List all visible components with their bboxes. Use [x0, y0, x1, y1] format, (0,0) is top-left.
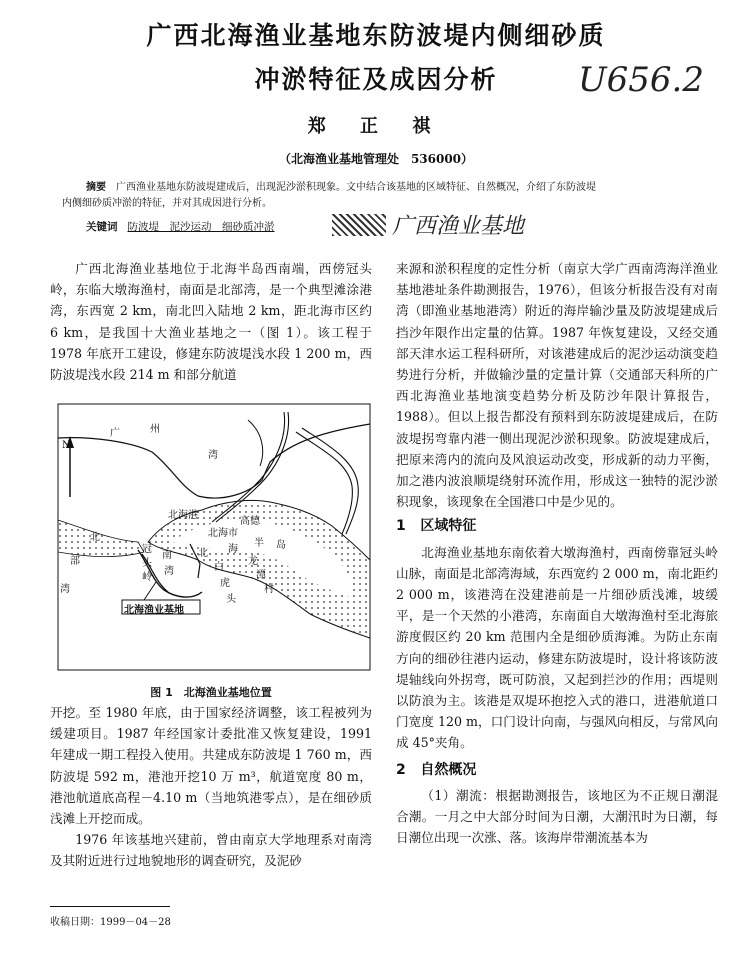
map-label-nan: 南: [162, 550, 172, 561]
abstract-text-1: 广西渔业基地东防波堤建成后，出现泥沙淤积现象。文中结合该基地的区域特征、自然概况，介绍了东防波堤: [116, 182, 596, 193]
map-label-wan: 湾: [208, 450, 218, 461]
map-label-guan: 冠: [142, 544, 152, 555]
author-affiliation: （北海渔业基地管理处 536000）: [278, 152, 474, 166]
map-label-beihaigang: 北海港: [168, 510, 198, 521]
map-label-guang: 广: [110, 428, 120, 439]
map-label-bei: 北: [90, 532, 100, 543]
map-label-beihai-bei: 北: [198, 548, 208, 559]
paragraph-tide: （1）潮流：根据勘测报告，该地区为不正规日潮混合潮。一月之中大部分时间为日潮，大潮汛时为日潮，每日潮位出现一次涨、落。该海岸带潮流基本为: [396, 787, 718, 846]
paper-title-line-2: 冲淤特征及成因分析: [254, 65, 498, 94]
map-label-north: N: [62, 440, 71, 451]
left-column-paragraph-1: [50, 258, 372, 385]
footnote-rule: [50, 906, 170, 907]
section-2-number: 2: [396, 761, 406, 778]
map-label-tou: 头: [142, 558, 152, 569]
map-label-wan2: 湾: [60, 584, 70, 595]
paragraph-1976: 1976 年该基地兴建前，曾由南京大学地理系对南湾及其附近进行过地貌地形的调查研究，及泥砂: [50, 832, 372, 869]
section-2-heading: [396, 760, 718, 781]
section-1-heading: [396, 516, 718, 537]
map-label-bu: 部: [70, 556, 80, 567]
received-date: 收稿日期：1999－04－28: [50, 917, 171, 928]
map-label-tan: 潭: [256, 570, 266, 581]
abstract: [86, 180, 686, 196]
left-column-lower: [50, 702, 372, 872]
map-label-bai: 白: [214, 562, 224, 573]
handwritten-keyword: 广西渔业基地: [392, 214, 525, 239]
figure-caption: 图 1 北海渔业基地位置: [150, 686, 272, 699]
paragraph-regional: 北海渔业基地东南依着大墩海渔村，西南傍靠冠头岭山脉，南面是北部湾海域，东西宽约 2 000 m，南北距约 2 000 m，该港湾在没建港前是一片细砂质浅滩，坡缓平，是一个天然的小港湾，东南面自大墩海渔村至北海旅游度假区约 20 km 范围内全是细砂质海滩。为防止东南方向的细砂往港内运动，修建东防波堤时，设计将该防波堤轴线向外拐弯，既可防浪，又起到拦沙的作用；西堤则以防浪为主。该港是双堤环抱挖入式的港口，进港航道口门宽度 120 m，口门设计向南，与强风向相反，与常风向成 45°夹角。: [396, 544, 718, 751]
abstract-text-2: 内侧细砂质冲淤的特征，并对其成因进行分析。: [62, 198, 272, 209]
map-label-ban: 半: [254, 538, 264, 549]
section-1-title: 区域特征: [420, 518, 477, 535]
scribble-mark: [332, 214, 386, 236]
abstract-label: 摘要: [86, 182, 106, 193]
keywords-label: 关键词: [86, 221, 118, 233]
map-box-label: 北海渔业基地: [124, 605, 184, 616]
paper-title-line-1: 广西北海渔业基地东防波堤内侧细砂质: [146, 21, 606, 50]
paragraph-intro: 广西北海渔业基地位于北海半岛西南端，西傍冠头岭，东临大墩海渔村，南面是北部湾，是一个典型滩涂港湾，东西宽 2 km，南北凹入陆地 2 km，距北海市区约 6 km，是我国十大渔业基地之一（图 1）。该工程于 1978 年底开工建设，修建东防波堤浅水段 1 200 m，西防波堤浅水段 214 m 和部分航道: [50, 261, 372, 383]
map-label-beihaishi: 北海市: [208, 528, 238, 539]
map-label-hai: 海: [228, 544, 238, 555]
handwritten-classification-code: U656.2: [578, 60, 704, 100]
section-1-number: 1: [396, 518, 406, 535]
map-label-long: 龙: [248, 556, 258, 567]
map-label-cun: 村: [264, 584, 274, 595]
map-label-ling: 岭: [142, 572, 152, 583]
map-label-wan3: 湾: [164, 566, 174, 577]
section-2-title: 自然概况: [420, 761, 477, 778]
map-label-zhou: 州: [150, 424, 160, 435]
author-name: 郑 正 祺: [307, 116, 445, 137]
keywords: 防波堤 泥沙运动 细砂质冲淤: [127, 221, 275, 233]
paragraph-construction: 开挖。至 1980 年底，由于国家经济调整，该工程被列为缓建项目。1987 年经国家计委批准又恢复建设，1991 年建成一期工程投入使用。共建成东防波堤 1 760 m，西防波堤 592 m，港池开挖10 万 m³，航道宽度 80 m，港池航道底高程－4.10 m（当地筑港零点），是在细砂质浅滩上开挖而成。: [50, 705, 372, 827]
right-column: [396, 258, 718, 848]
coastline: [58, 424, 370, 498]
map-label-tou2: 头: [226, 594, 236, 605]
map-label-dao: 岛: [276, 540, 286, 551]
map-label-gaode: 高德: [240, 516, 260, 527]
map-label-hu: 虎: [220, 578, 230, 589]
paragraph-analysis: 来源和淤积程度的定性分析（南京大学广西南湾海洋渔业基地港址条件勘测报告，1976），但该分析报告没有对南湾（即渔业基地港湾）附近的海岸输沙量及防波堤建成后挡沙年限作出定量的估算。1987 年恢复建设，又经交通部天津水运工程科研所，对该港建成后的泥沙运动演变趋势进行分析，并做输沙量的定量计算（交通部天科所的广西北海渔业基地演变趋势分析及防沙年限计算报告，1988）。但以上报告都没有预料到东防波堤建成后，在防波堤拐弯靠内港一侧出现泥沙淤积现象。防波堤建成后，把原来湾内的流向及风浪运动改变，形成新的动力平衡，加之港内波浪顺堤绕射环流作用，形成这一独特的泥沙淤积现象，该现象在全国港口中是少见的。: [396, 261, 718, 510]
